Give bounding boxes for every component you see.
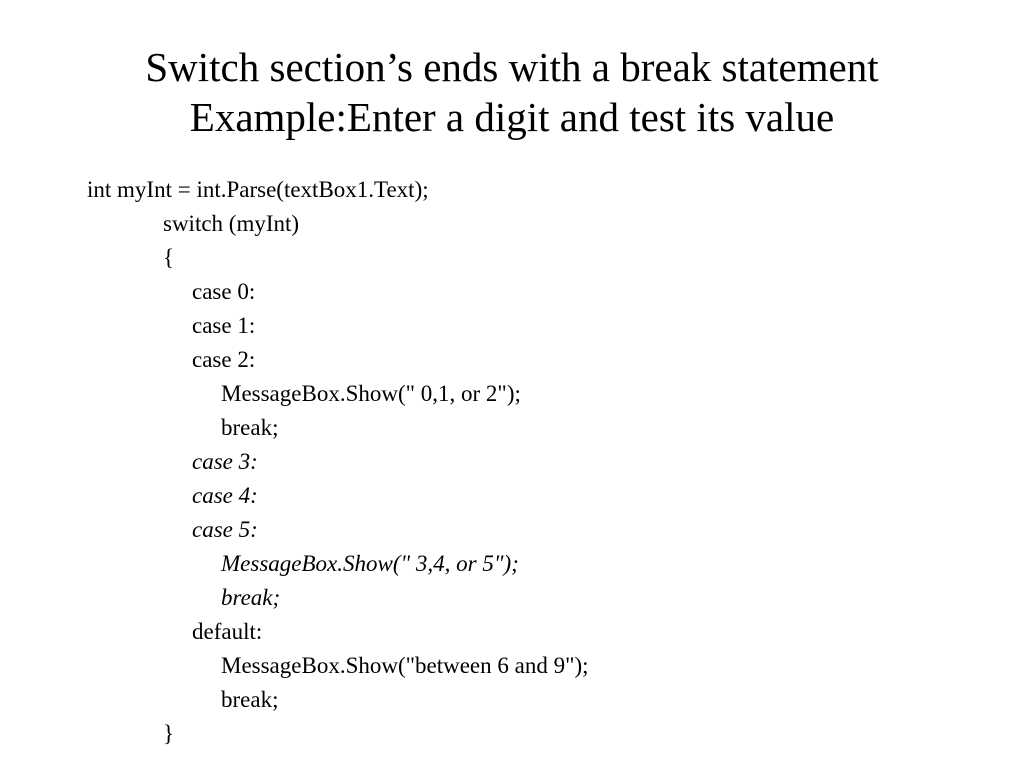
code-line-break-3: break; [221, 687, 279, 712]
title-line-1: Switch section’s ends with a break statement [145, 44, 879, 90]
code-line-messagebox-6-9: MessageBox.Show("between 6 and 9"); [221, 653, 589, 678]
code-line-default: default: [192, 619, 263, 644]
code-line-case-5: case 5: [192, 517, 258, 542]
code-line-open-brace: { [163, 245, 175, 270]
code-line-case-1: case 1: [192, 313, 256, 338]
code-line-messagebox-345: MessageBox.Show(" 3,4, or 5"); [221, 551, 519, 576]
code-line-parse: int myInt = int.Parse(textBox1.Text); [87, 177, 429, 202]
code-line-break-2: break; [221, 585, 281, 610]
code-line-break-1: break; [221, 415, 279, 440]
code-line-case-2: case 2: [192, 347, 256, 372]
slide-title [0, 42, 1024, 142]
code-line-case-0: case 0: [192, 279, 256, 304]
code-line-case-4: case 4: [192, 483, 258, 508]
code-line-messagebox-012: MessageBox.Show(" 0,1, or 2"); [221, 381, 521, 406]
title-line-2: Example:Enter a digit and test its value [189, 94, 835, 140]
code-line-switch: switch (myInt) [163, 211, 300, 236]
code-line-close-brace: } [163, 721, 175, 746]
code-line-case-3: case 3: [192, 449, 258, 474]
